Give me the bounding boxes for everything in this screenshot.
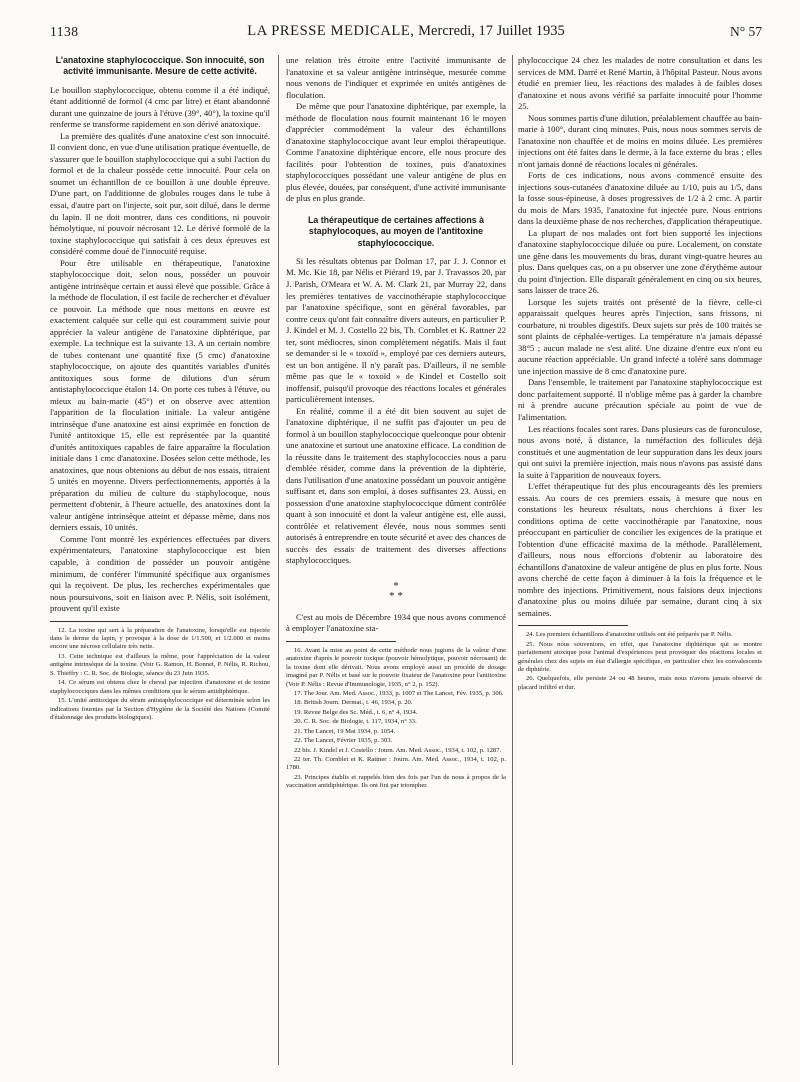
paragraph: Dans l'ensemble, le traitement par l'anatoxine staphylococcique est donc parfaitement supporté. Il n'oblige même pas à garder la chambre ni à prendre aucune précaution spéciale au point de vue de l'alimentation.: [518, 377, 762, 422]
column-divider: [512, 55, 513, 1065]
footnote: 22 ter. Th. Cornblet et K. Rattner : Journ. Am. Med. Assoc., 1934, t. 102, p. 1780.: [286, 756, 506, 772]
paragraph: La plupart de nos malades ont fort bien supporté les injections d'anatoxine staphylococcique diluée ou pure. Localement, on constate une gêne dans les mouvements du bras, durant vingt-quatre heures au plus. Dans quelques cas, on a pu observer une zone d'érythème autour du point d'injection. Elle disparaît généralement en cinq ou six heures, sans laisser de trace 26.: [518, 227, 762, 296]
paragraph: Nous sommes partis d'une dilution, préalablement chauffée au bain-marie à 100°, durant cinq minutes. Puis, nous nous sommes servis de l'anatoxine non chauffée et de moins en moins diluée. Les premières injections ont été faites dans le derme, à la face externe du bras ; elles n'ont jamais donné de réactions locales ni générales.: [518, 112, 762, 169]
paragraph: Pour être utilisable en thérapeutique, l'anatoxine staphylococcique doit, selon nous, posséder un pouvoir antigène intrinsèque certain et aussi élevé que possible. Grâce à la méthode de floculation, il est facile de rechercher et d'évaluer ce pouvoir. La méthode que nous mettons en œuvre est exactement calquée sur celle qui est couramment suivie pour apprécier la valeur antigène de l'anatoxine diphtérique, par exemple. La technique est la suivante 13. A un certain nombre de tubes contenant une quantité fixe (5 cmc) d'anatoxine staphylococcique, on ajoute des quantités variables d'unités antitoxiques sous forme de dilutions d'un sérum antistaphylococcique étalon 14. On porte ces tubes à l'étuve, ou mieux au bain-marie (45°) et on observe avec attention l'apparition de la floculation initiale. La valeur antigène intrinsèque d'une anatoxine est ainsi exprimée en fonction de l'unité antitoxique 15, elle est représentée par la quantité d'unités antitoxiques capables de faire apparaître la floculation initiale dans 1 cmc d'anatoxine. Dosées selon cette méthode, les anatoxines, que nous obtenions au début de nos essais, titraient 5 unités en moyenne. Divers perfectionnements, apportés à la préparation du milieu de culture du staphylocoque, nous permettent d'obtenir, à l'heure actuelle, des anatoxines dont la valeur antigène intrinsèque atteint et dépasse même, dans nos derniers essais, 10 unités.: [50, 257, 270, 533]
asterisk: *: [389, 590, 395, 603]
paragraph: Lorsque les sujets traités ont présenté de la fièvre, celle-ci apparaissait quelques heures après l'injection, sans frissons, ni courbature, ni troubles digestifs. Deux sujets sur près de 100 traités se sont plaints de céphalée-vertiges. La température n'a jamais dépassé 38°5 ; aucun malade ne s'est alité. Une dizaine d'entre eux n'ont eu aucune réaction appréciable. Un grand infecté a toléré sans dommage une injection massive de 8 cmc d'anatoxine pure.: [518, 296, 762, 376]
paragraph: une relation très étroite entre l'activité immunisante de l'anatoxine et sa valeur antigène intrinsèque, mesurée comme nous venons de l'indiquer et exprimée en unités antigènes de floculation.: [286, 55, 506, 100]
page-number: 1138: [50, 24, 79, 39]
asterisk: [286, 591, 506, 601]
footnotes: [518, 631, 762, 692]
column-3: [518, 55, 762, 1065]
column-divider: [278, 55, 279, 1065]
footnote: 25. Nous nous souvenions, en effet, que l'anatoxine diphtérique qui se montre parfaitement atoxique pour l'animal d'expériences peut provoquer des réactions locales et générales chez des sujets en état d'allergie spécifique, en particulier chez les convalescents de diphtérie.: [518, 640, 762, 674]
footnote: 21. The Lancet, 19 Mai 1934, p. 1054.: [294, 727, 396, 735]
footnote: 16. Avant la mise au point de cette méthode nous jugions de la valeur d'une anatoxine d'après le pouvoir toxique (pouvoir hémolytique, pouvoir nécrosant) de la toxine dont elle dérivait. Nous avons employé aussi un procédé de dosage imaginé par P. Nélis et basé sur le pouvoir fixateur de l'anatoxine pour l'antitoxine (Voir P. Nélis : Revue d'Immunologie, 1935, n° 2, p. 152).: [286, 646, 506, 688]
issue-date: Mercredi, 17 Juillet 1935: [418, 23, 565, 39]
journal-name: LA PRESSE MEDICALE,: [247, 23, 415, 39]
paragraph: Si les résultats obtenus par Dolman 17, par J. J. Connor et M. Mc. Kie 18, par Nélis et Piérard 19, par J. Travassos 20, par J. Parish, O'Meara et W. A. M. Clark 21, par Murray 22, dans les premières tentatives de vaccinothérapie staphylococcique par l'anatoxine spécifique, sont en général favorables, par contre ceux qu'ont fait connaître divers auteurs, en particulier P. J. Kindel et M. J. Costello 22 bis, Th. Cornblet et K. Rattner 22 ter, sont médiocres, sinon complètement négatifs. Mais il faut se demander si le « toxoïd », employé par ces derniers auteurs, est un bon antigène. Il n'y paraît pas. D'ailleurs, il ne semble même pas que le « toxoïd » de Kindel et Costello soit inoffensif, puisqu'il provoque des réactions locales et générales particulièrement intenses.: [286, 255, 506, 405]
footnote: 22 bis. J. Kindel et J. Costello : Journ. Am. Med. Assoc., 1934, t. 102, p. 1287.: [294, 746, 502, 754]
footnote: 13. Cette technique est d'ailleurs la même, pour l'appréciation de la valeur antigène intrinsèque de la toxine. (Voir G. Ramon, H. Bonnet, P. Nélis, R. Richou, S. Thieffry : C. R. Soc. de Biologie, séance du 23 Juin 1935.: [50, 652, 270, 677]
paragraph: La première des qualités d'une anatoxine c'est son innocuité. Il convient donc, en vue d'une utilisation pratique éventuelle, de s'assurer que le bouillon staphylococcique qui a subi l'action du formol et de la chaleur possède cette innocuité. Pour cela on soumet un échantillon de ce bouillon à une double épreuve. D'une part, on l'additionne de globules rouges dans le tube à essai, d'autre part on l'injecte, soit pur, soit dilué, dans le derme du lapin. Il ne doit montrer, dans ces conditions, ni pouvoir hémolytique, ni pouvoir nécrosant 12. Le dérivé formolé de la toxine staphylococcique qui satisfait à ces deux épreuves est considéré comme doué de l'innocuité requise.: [50, 130, 270, 257]
footnote: 23. Principes établis et rappelés bien des fois par l'un de nous à propos de la vaccination antidiphtérique. Ils ont fini par triompher.: [286, 773, 506, 790]
footnote-rule: [50, 621, 160, 622]
footnote: 12. La toxine qui sert à la préparation de l'anatoxine, lorsqu'elle est injectée dans le derme du lapin, y provoque à la dose de 1/1.500, et 1/2.000 et moins encore une nécrose cellulaire très nette.: [50, 626, 270, 651]
paragraph: C'est au mois de Décembre 1934 que nous avons commencé à employer l'anatoxine sta-: [286, 611, 506, 634]
footnote-rule: [286, 641, 396, 642]
footnote: 18. British Journ. Dermat., t. 46, 1934, p. 20.: [294, 699, 413, 707]
header-title: [50, 23, 762, 40]
asterisk: *: [397, 590, 403, 603]
asterisk: *: [393, 579, 399, 592]
footnote: 17. The Jour. Am. Med. Assoc., 1933, p. 1007 et The Lancet, Fév. 1935, p. 306.: [294, 689, 504, 697]
footnote-rule: [518, 625, 628, 626]
paragraph: Comme l'ont montré les expériences effectuées par divers expérimentateurs, l'anatoxine staphylococcique est bien capable, à condition de posséder un pouvoir antigène minimum, de conférer l'immunité spécifique aux organismes qui la reçoivent. De plus, les recherches expérimentales que nous poursuivons, soit en liaison avec P. Nélis, soit isolément, prouvent qu'il existe: [50, 533, 270, 614]
footnote: 22. The Lancet, Février 1935, p. 303.: [294, 737, 393, 745]
footnotes: [286, 647, 506, 791]
footnote: 20. C. R. Soc. de Biologie, t. 117, 1934, n° 33.: [294, 718, 417, 726]
paragraph: Les réactions focales sont rares. Dans plusieurs cas de furonculose, nous avons noté, à distance, la tuméfaction des follicules déjà constitués et une augmentation de leur suppuration dans les deux jours qui ont suivi la première injection, mais nous n'avons pas assisté dans la suite à l'apparition de nouveaux foyers.: [518, 423, 762, 480]
footnote: 24. Les premiers échantillons d'anatoxine utilisés ont été préparés par P. Nélis.: [526, 631, 733, 639]
footnote: 15. L'unité antitoxique du sérum antistaphylococcique est déterminée selon les indications fournies par la Section d'Hygiène de la Société des Nations (Comité d'étalonnage des produits biologiques).: [50, 697, 270, 721]
paragraph: De même que pour l'anatoxine diphtérique, par exemple, la méthode de floculation nous fournit maintenant 16 le moyen d'apprécier commodément la valeur des échantillons d'anatoxine staphylococcique avant leur emploi thérapeutique. Comme l'anatoxine diphtérique encore, elle nous procure des facilités pour l'obtention de toxines, puis d'anatoxines staphylococciques possédant une valeur antigène de plus en plus élevée, douées, par conséquent, d'une activité immunisante de plus en plus grande.: [286, 101, 506, 204]
newspaper-page: [50, 20, 762, 1070]
section-separator: [286, 581, 506, 602]
column-2: [286, 55, 506, 1065]
issue-number: N° 57: [729, 24, 762, 39]
paragraph: phylococcique 24 chez les malades de notre consultation et dans les services de MM. Darré et René Martin, à l'hôpital Pasteur. Nous avons étudié en premier lieu, les réactions des malades à de faibles doses d'anatoxine et nous avons vérifié sa parfaite innocuité pour l'homme 25.: [518, 55, 762, 112]
paragraph: L'effet thérapeutique fut des plus encourageants dès les premiers essais. Au cours de ces premiers essais, à mesure que nous en constations les heureux résultats, nous cherchions à fixer les conditions optima de cette vaccinothérapie par l'anatoxine, nous préoccupant en particulier de concilier les exigences de la pratique et l'obtention d'une efficacité maxima de la méthode. Parallèlement, d'ailleurs, nous nous efforcions d'obtenir au laboratoire des échantillons d'anatoxine de valeur antigène de plus en plus forte. Nous avons cherché de cette façon à diminuer à la fois la fréquence et le nombre des injections. Primitivement, nous faisions deux injections d'anatoxine plus ou moins diluée par semaine, durant cinq à six semaines.: [518, 481, 762, 618]
column-1: [50, 55, 270, 1065]
section-heading: L'anatoxine staphylococcique. Son innocuité, son activité immunisante. Mesure de cette activité.: [55, 55, 265, 77]
footnote: 26. Quelquefois, elle persiste 24 ou 48 heures, mais nous n'avons jamais observé de placard infiltré et dur.: [518, 675, 762, 691]
page-header: [50, 20, 762, 42]
paragraph: Le bouillon staphylococcique, obtenu comme il a été indiqué, étant additionné de formol (4 cmc par litre) et étant abandonné durant une quinzaine de jours à l'étuve (39°, 40°), la toxine qu'il renferme se transforme rapidement en son dérivé anatoxique.: [50, 84, 270, 130]
section-heading: La thérapeutique de certaines affections à staphylocoques, au moyen de l'antitoxine staphylococcique.: [308, 214, 484, 248]
paragraph: En réalité, comme il a été dit bien souvent au sujet de l'anatoxine diphtérique, il ne suffit pas d'ajouter un peu de formol à un bouillon staphylococcique quelconque pour obtenir une anatoxine et surtout une anatoxine efficace. La condition de la réussite dans le traitement des staphylococcies nous a paru d'emblée résider, comme dans la prévention de la diphtérie, dans l'utilisation d'une anatoxine possédant un pouvoir antigène suffisant et, dans son emploi, à doses suffisantes 23. Aussi, en possession d'une anatoxine staphylococcique dûment contrôlée quant à son innocuité et dont la valeur antigène est, elle aussi, contrôlée et relativement élevée, nous nous sommes senti autorisés à entreprendre en toute sécurité et avec des chances de succès des essais de traitement des diverses affections staphylococciques.: [286, 405, 506, 566]
footnotes: [50, 627, 270, 723]
paragraph: Forts de ces indications, nous avons commencé ensuite des injections sous-cutanées d'anatoxine diluée au 1/10, puis au 1/5, dans la fosse sous-épineuse, à doses progressives de 1/2 à 2 cmc. A partir du mois de Mars 1935, l'anatoxine fut injectée pure. Nous entrions dans la deuxième phase de nos recherches, d'application thérapeutique.: [518, 170, 762, 227]
footnote: 14. Ce sérum est obtenu chez le cheval par injection d'anatoxine et de toxine staphylococciques dans les mêmes conditions que le sérum antidiphtérique.: [50, 679, 270, 695]
footnote: 19. Revue Belge des Sc. Méd., t. 6, n° 4, 1934.: [294, 708, 418, 716]
